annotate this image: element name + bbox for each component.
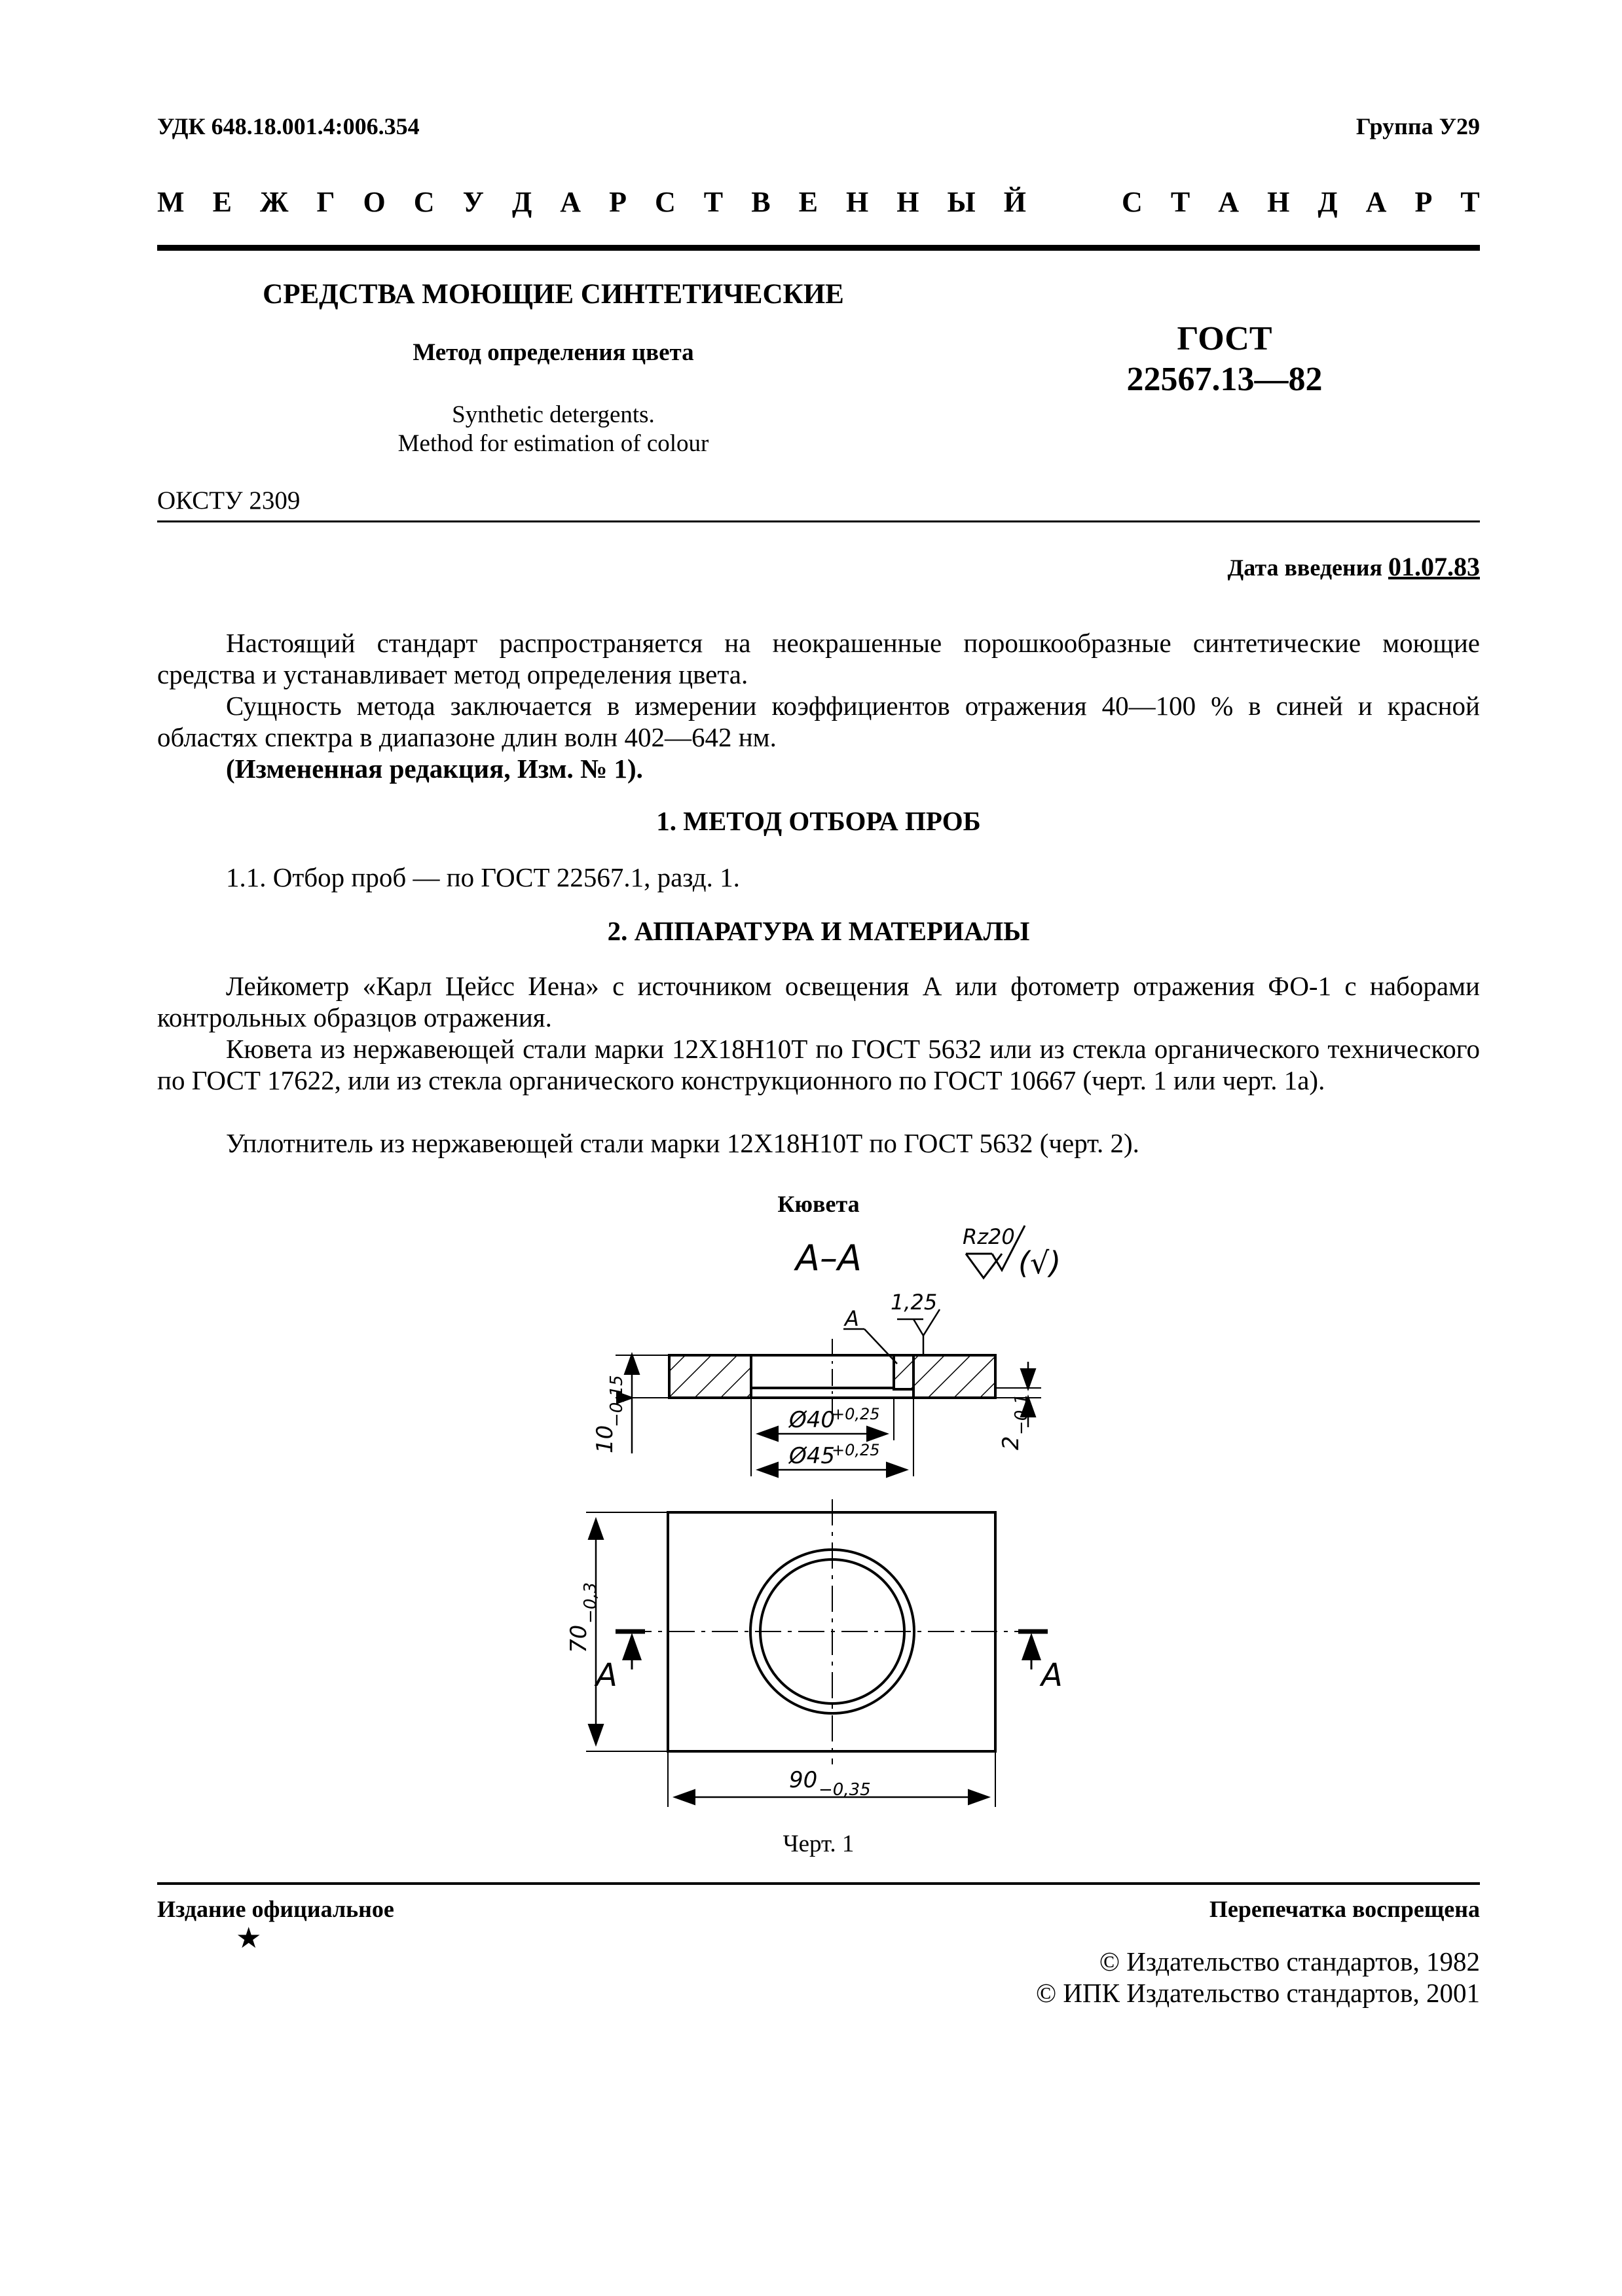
section-label: А–А [796,1237,862,1279]
roughness-symbol [963,1224,1061,1281]
dim-10: 10 [592,1425,618,1453]
dim-d40-tol: +0,25 [832,1405,880,1423]
section-2-title: 2. АППАРАТУРА И МАТЕРИАЛЫ [607,916,1030,946]
heading-letter: Н [845,186,869,218]
heading-letter: О [363,186,386,218]
essence-paragraph [157,690,1480,753]
dim-2-tol: −0,1 [1012,1393,1031,1435]
heading-letter: Ж [259,186,289,218]
english-title-line-1: Synthetic detergents. [452,401,655,428]
figure-title: Кювета [777,1191,860,1217]
heading-letter: М [157,186,185,218]
surface-finish-value: 1,25 [891,1290,938,1315]
plan-view [586,1499,1048,1807]
heading-letter: У [462,186,484,218]
footer-rule [157,1882,1480,1885]
heading-letter: Ы [947,186,976,218]
english-title-line-2: Method for estimation of colour [397,430,709,457]
heading-letter: Й [1003,186,1026,218]
heading-letter: Д [1318,186,1338,218]
copyright-1982: © Издательство стандартов, 1982 [1099,1946,1480,1977]
heading-letter: Н [1267,186,1290,218]
group-code: Группа У29 [1355,113,1480,139]
dim-10-tol: −0,15 [607,1375,627,1427]
dim-70-tol: −0,3 [581,1582,600,1624]
star-icon: ★ [236,1922,262,1954]
document-subtitle: Метод определения цвета [413,339,694,366]
cut-marker-right: A [1041,1657,1063,1694]
heading-letter: Е [212,186,232,218]
heading-letter: Г [316,186,335,218]
heading-letter: А [1218,186,1240,218]
official-edition: Издание официальное [157,1896,394,1922]
introduction-date-label: Дата введения [1227,555,1388,581]
okstu-code: ОКСТУ 2309 [157,486,301,515]
udk-code: УДК 648.18.001.4:006.354 [157,113,420,139]
introduction-date [1228,551,1481,582]
seal-paragraph [157,1127,1480,1159]
roughness-extra: (√) [1018,1245,1061,1281]
document-title: СРЕДСТВА МОЮЩИЕ СИНТЕТИЧЕСКИЕ [263,279,844,310]
heading-letter: В [751,186,771,218]
dim-d40: Ø40 [789,1407,836,1433]
dim-d45-tol: +0,25 [832,1441,880,1459]
heading-letter: С [413,186,435,218]
interstate-standard-heading [157,185,1480,225]
dim-2: 2 [998,1436,1024,1450]
section-1-1-paragraph [157,862,1480,893]
gost-label: ГОСТ [1177,320,1272,357]
dim-90-tol: −0,35 [819,1780,871,1800]
leader-a-label: A [845,1306,859,1331]
heading-letter: Т [1170,186,1190,218]
cuvette-drawing [530,1224,1094,1800]
intro-paragraph [157,627,1480,690]
reprint-prohibited: Перепечатка воспрещена [1209,1896,1480,1922]
figure-caption: Черт. 1 [783,1831,855,1857]
title-rule [157,520,1480,522]
heading-letter: А [560,186,581,218]
leukometer-paragraph [157,970,1480,1033]
intro-paragraph-text: Настоящий стандарт распространяется на неокрашенные порошкообразные синтетические моющие средства и устанавливает метод определения цвета. [157,628,1480,689]
roughness-value: Rz20 [963,1224,1015,1249]
dim-90: 90 [789,1767,818,1793]
heading-letter: Т [703,186,724,218]
section-1-1-text: 1.1. Отбор проб — по ГОСТ 22567.1, разд. 1. [226,862,740,892]
leukometer-text: Лейкометр «Карл Цейсс Иена» с источником освещения А или фотометр отражения ФО-1 с наборами контрольных образцов отражения. [157,971,1480,1032]
heading-letter: Р [609,186,627,218]
essence-paragraph-text: Сущность метода заключается в измерении коэффициентов отражения 40—100 % в синей и красной областях спектра в диапазоне длин волн 402—642 нм. [157,691,1480,752]
heading-letter: Д [511,186,532,218]
header-thick-rule [157,245,1480,251]
amendment-note [157,753,1480,784]
heading-letter: А [1365,186,1387,218]
heading-letter: С [654,186,676,218]
gost-number: 22567.13—82 [1126,361,1323,398]
seal-text: Уплотнитель из нержавеющей стали марки 12Х18Н10Т по ГОСТ 5632 (черт. 2). [226,1128,1139,1158]
heading-letter: Н [896,186,919,218]
section-1-title: 1. МЕТОД ОТБОРА ПРОБ [656,806,981,836]
cut-marker-left: A [596,1657,617,1694]
dim-70: 70 [566,1624,592,1653]
heading-letter: Е [798,186,818,218]
copyright-2001: © ИПК Издательство стандартов, 2001 [1035,1978,1480,2008]
cuvette-paragraph [157,1033,1480,1096]
heading-letter: Р [1414,186,1433,218]
cuvette-text: Кювета из нержавеющей стали марки 12Х18Н10Т по ГОСТ 5632 или из стекла органического технического по ГОСТ 17622, или из стекла органического конструкционного по ГОСТ 10667 (черт. 1 или черт. 1а). [157,1034,1480,1095]
heading-letter [1054,185,1094,225]
amendment-note-text: (Измененная редакция, Изм. № 1). [226,754,643,784]
introduction-date-value: 01.07.83 [1388,552,1480,581]
heading-letter: Т [1460,186,1480,218]
heading-letter: С [1122,186,1143,218]
dim-d45: Ø45 [789,1443,836,1469]
